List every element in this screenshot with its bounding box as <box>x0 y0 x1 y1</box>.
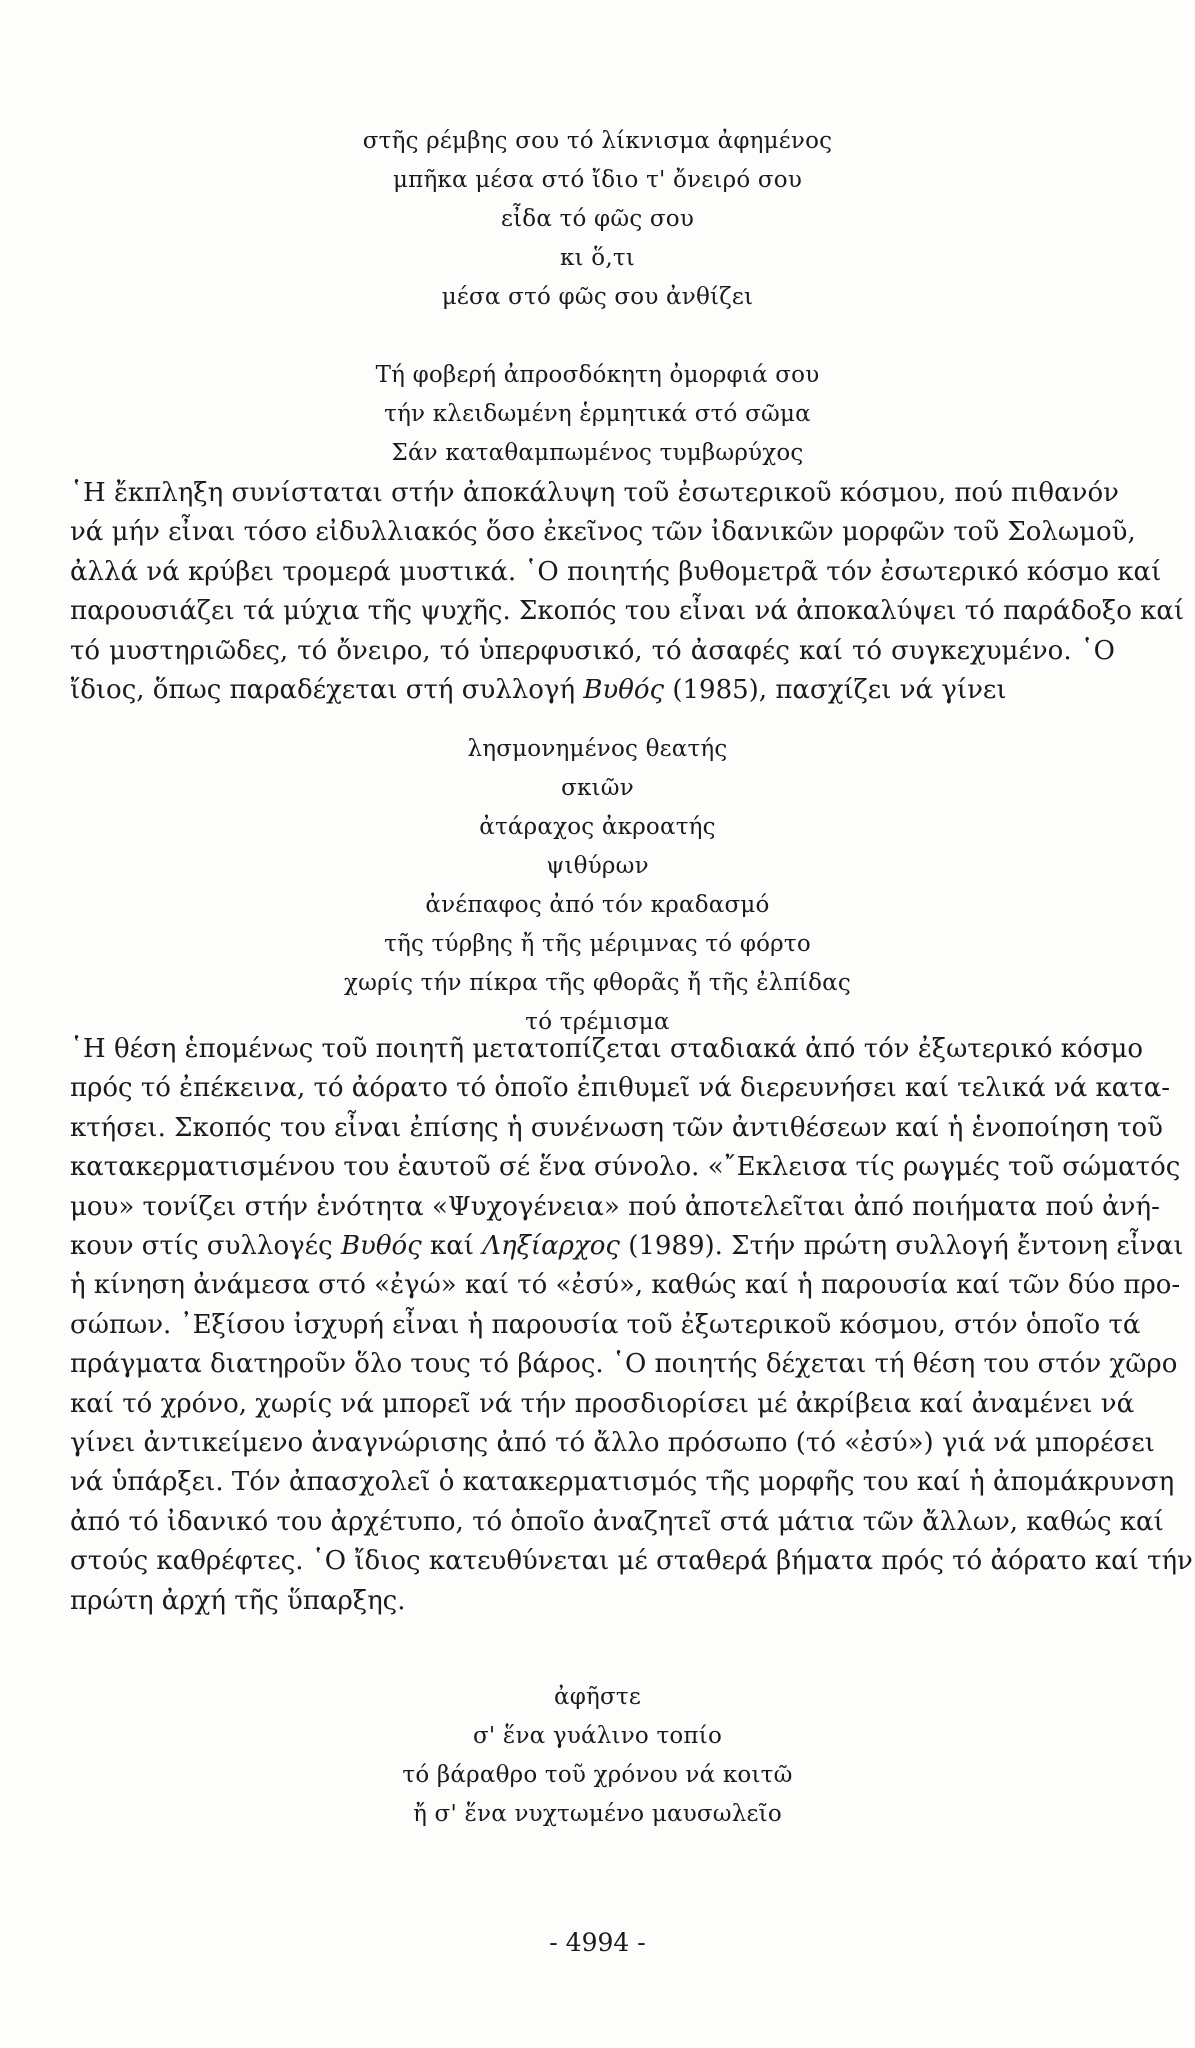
text-line: κτήσει. Σκοπός του εἶναι ἐπίσης ἡ συνένωση τῶν ἀντιθέσεων καί ἡ ἑνοποίηση τοῦ <box>70 1112 1163 1143</box>
text-run: (1989). Στήν πρώτη συλλογή ἔντονη εἶναι <box>619 1231 1184 1262</box>
paragraph-2 <box>70 1030 1193 1621</box>
verse-line: τῆς τύρβης ἤ τῆς μέριμνας τό φόρτο <box>384 931 811 957</box>
poem-excerpt-1 <box>0 122 1195 317</box>
text-line: τό μυστηριῶδες, τό ὄνειρο, τό ὑπερφυσικό, τό ἀσαφές καί τό συγκεχυμένο. ῾Ο <box>70 635 1115 666</box>
verse-line: λησμονημένος θεατής <box>467 736 728 762</box>
verse-line: ἀνέπαφος ἀπό τόν κραδασμό <box>425 892 770 918</box>
text-line: σώπων. ᾿Εξίσου ἰσχυρή εἶναι ἡ παρουσία τοῦ ἐξωτερικοῦ κόσμου, στόν ὁποῖο τά <box>70 1309 1141 1340</box>
text-run: καί <box>421 1231 483 1262</box>
verse-line: σκιῶν <box>561 775 634 801</box>
verse-line: τήν κλειδωμένη ἑρμητικά στό σῶμα <box>384 401 811 427</box>
verse-line: τό βάραθρο τοῦ χρόνου νά κοιτῶ <box>402 1762 793 1788</box>
text-line <box>70 671 1115 710</box>
text-run: ἴδιος, ὅπως παραδέχεται στή συλλογή <box>70 675 584 706</box>
text-line: μου» τονίζει στήν ἑνότητα «Ψυχογένεια» πού ἀποτελεῖται ἀπό ποιήματα πού ἀνή- <box>70 1191 1160 1222</box>
text-line <box>70 1227 1184 1266</box>
text-line: πράγματα διατηροῦν ὅλο τους τό βάρος. ῾Ο ποιητής δέχεται τή θέση του στόν χῶρο <box>70 1349 1178 1380</box>
verse-line: ψιθύρων <box>546 853 649 879</box>
verse-line: χωρίς τήν πίκρα τῆς φθορᾶς ἤ τῆς ἐλπίδας <box>344 970 851 996</box>
text-line: ῾Η ἔκπληξη συνίσταται στήν ἀποκάλυψη τοῦ ἐσωτερικοῦ κόσμου, πού πιθανόν <box>70 478 1119 508</box>
book-title: Ληξίαρχος <box>482 1231 620 1262</box>
verse-line: στῆς ρέμβης σου τό λίκνισμα ἀφημένος <box>362 128 833 154</box>
verse-line: εἶδα τό φῶς σου <box>500 206 695 232</box>
text-run: κουν στίς συλλογές <box>70 1231 341 1262</box>
verse-line: ἀτάραχος ἀκροατής <box>479 814 716 840</box>
text-line: πρώτη ἀρχή τῆς ὕπαρξης. <box>70 1585 406 1616</box>
verse-line: ἀφῆστε <box>554 1684 641 1710</box>
text-run: (1985), πασχίζει νά γίνει <box>664 675 1007 706</box>
poem-excerpt-3 <box>0 730 1195 1042</box>
verse-line: μέσα στό φῶς σου ἀνθίζει <box>441 284 754 310</box>
text-line: ῾Η θέση ἑπομένως τοῦ ποιητῆ μετατοπίζεται σταδιακά ἀπό τόν ἐξωτερικό κόσμο <box>70 1034 1143 1064</box>
poem-excerpt-2 <box>0 356 1195 473</box>
text-line: καί τό χρόνο, χωρίς νά μπορεῖ νά τήν προσδιορίσει μέ ἀκρίβεια καί ἀναμένει νά <box>70 1388 1135 1419</box>
text-line: κατακερματισμένου του ἑαυτοῦ σέ ἕνα σύνολο. «῎Εκλεισα τίς ρωγμές τοῦ σώματός <box>70 1152 1181 1183</box>
verse-line: τό τρέμισμα <box>525 1009 670 1035</box>
verse-line: Τή φοβερή ἀπροσδόκητη ὀμορφιά σου <box>375 362 820 388</box>
verse-line: ἤ σ' ἕνα νυχτωμένο μαυσωλεῖο <box>413 1801 782 1827</box>
poem-excerpt-4 <box>0 1678 1195 1834</box>
text-line: νά μήν εἶναι τόσο εἰδυλλιακός ὅσο ἐκεῖνος τῶν ἰδανικῶν μορφῶν τοῦ Σολωμοῦ, <box>70 517 1136 548</box>
text-line: παρουσιάζει τά μύχια τῆς ψυχῆς. Σκοπός του εἶναι νά ἀποκαλύψει τό παράδοξο καί <box>70 596 1185 627</box>
text-line: ἀπό τό ἰδανικό του ἀρχέτυπο, τό ὁποῖο ἀναζητεῖ στά μάτια τῶν ἄλλων, καθώς καί <box>70 1506 1164 1537</box>
text-line: νά ὑπάρξει. Τόν ἀπασχολεῖ ὁ κατακερματισμός τῆς μορφῆς του καί ἡ ἀπομάκρυνση <box>70 1467 1175 1498</box>
verse-line: Σάν καταθαμπωμένος τυμβωρύχος <box>391 440 804 466</box>
text-line: ἀλλά νά κρύβει τρομερά μυστικά. ῾Ο ποιητής βυθομετρᾶ τόν ἐσωτερικό κόσμο καί <box>70 556 1162 587</box>
verse-line: κι ὅ,τι <box>559 245 635 271</box>
text-line: στούς καθρέφτες. ῾Ο ἴδιος κατευθύνεται μέ σταθερά βήματα πρός τό ἀόρατο καί τήν <box>70 1546 1193 1577</box>
verse-line: σ' ἕνα γυάλινο τοπίο <box>472 1723 723 1749</box>
text-line: ἡ κίνηση ἀνάμεσα στό «ἐγώ» καί τό «ἐσύ», καθώς καί ἡ παρουσία καί τῶν δύο προ- <box>70 1270 1181 1301</box>
text-line: γίνει ἀντικείμενο ἀναγνώρισης ἀπό τό ἄλλο πρόσωπο (τό «ἐσύ») γιά νά μπορέσει <box>70 1428 1155 1459</box>
text-line: πρός τό ἐπέκεινα, τό ἀόρατο τό ὁποῖο ἐπιθυμεῖ νά διερευνήσει καί τελικά νά κατα- <box>70 1073 1171 1104</box>
page-number: - 4994 - <box>549 1928 646 1957</box>
verse-line: μπῆκα μέσα στό ἴδιο τ' ὄνειρό σου <box>392 167 803 193</box>
paragraph-1 <box>70 474 1185 710</box>
book-title: Βυθός <box>340 1231 422 1262</box>
book-title: Βυθός <box>583 675 665 706</box>
